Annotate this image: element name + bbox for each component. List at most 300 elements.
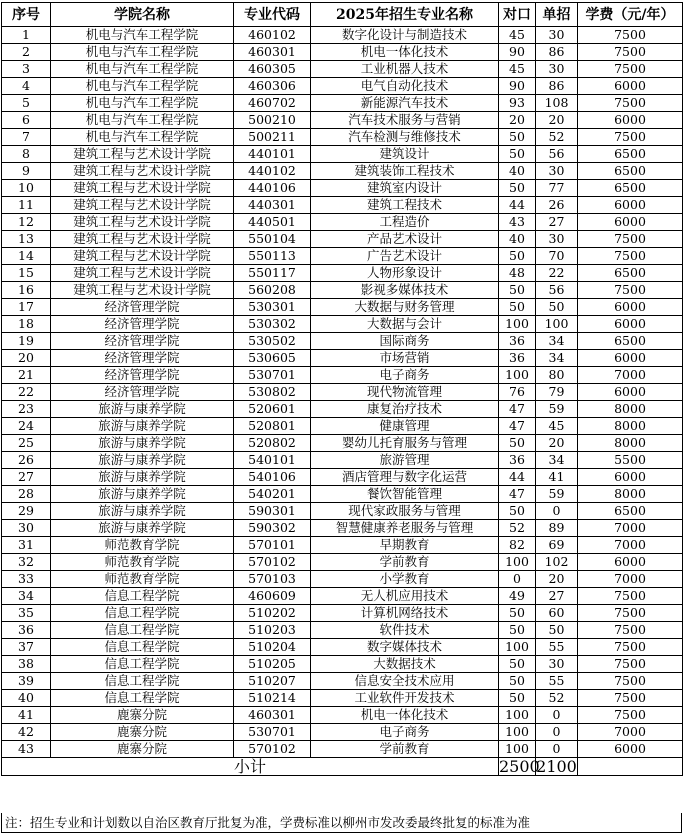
- row-index: 25: [2, 435, 51, 452]
- duikou-count: 45: [499, 27, 536, 44]
- major-name: 健康管理: [311, 418, 499, 435]
- table-row: [2, 95, 683, 112]
- duikou-count: 52: [499, 520, 536, 537]
- row-index: 15: [2, 265, 51, 282]
- tuition: 6500: [578, 163, 683, 180]
- college-name: 师范教育学院: [51, 571, 234, 588]
- table-row: [2, 316, 683, 333]
- major-name: 大数据技术: [311, 656, 499, 673]
- table-row: [2, 78, 683, 95]
- table-row: [2, 333, 683, 350]
- major-name: 早期教育: [311, 537, 499, 554]
- header-tuition: 学费（元/年）: [578, 3, 683, 27]
- major-code: 460102: [234, 27, 311, 44]
- college-name: 鹿寨分院: [51, 707, 234, 724]
- major-code: 550113: [234, 248, 311, 265]
- tuition: 6000: [578, 316, 683, 333]
- danzhao-count: 34: [536, 350, 578, 367]
- major-code: 460609: [234, 588, 311, 605]
- row-index: 23: [2, 401, 51, 418]
- major-code: 570103: [234, 571, 311, 588]
- header-major-name: 2025年招生专业名称: [311, 3, 499, 27]
- tuition: 7500: [578, 44, 683, 61]
- danzhao-count: 108: [536, 95, 578, 112]
- table-row: [2, 282, 683, 299]
- major-name: 建筑室内设计: [311, 180, 499, 197]
- major-name: 影视多媒体技术: [311, 282, 499, 299]
- header-danzhao: 单招: [536, 3, 578, 27]
- tuition: 6000: [578, 741, 683, 758]
- major-code: 510203: [234, 622, 311, 639]
- row-index: 20: [2, 350, 51, 367]
- major-name: 酒店管理与数字化运营: [311, 469, 499, 486]
- college-name: 建筑工程与艺术设计学院: [51, 146, 234, 163]
- row-index: 35: [2, 605, 51, 622]
- major-name: 学前教育: [311, 554, 499, 571]
- college-name: 机电与汽车工程学院: [51, 61, 234, 78]
- danzhao-count: 26: [536, 197, 578, 214]
- row-index: 24: [2, 418, 51, 435]
- duikou-count: 36: [499, 333, 536, 350]
- college-name: 鹿寨分院: [51, 741, 234, 758]
- major-name: 无人机应用技术: [311, 588, 499, 605]
- college-name: 信息工程学院: [51, 639, 234, 656]
- table-row: [2, 27, 683, 44]
- danzhao-count: 20: [536, 571, 578, 588]
- table-row: [2, 571, 683, 588]
- college-name: 经济管理学院: [51, 367, 234, 384]
- college-name: 旅游与康养学院: [51, 486, 234, 503]
- danzhao-count: 41: [536, 469, 578, 486]
- major-code: 520801: [234, 418, 311, 435]
- danzhao-count: 80: [536, 367, 578, 384]
- danzhao-count: 59: [536, 486, 578, 503]
- tuition: 6000: [578, 112, 683, 129]
- duikou-count: 40: [499, 163, 536, 180]
- tuition: 7500: [578, 27, 683, 44]
- row-index: 38: [2, 656, 51, 673]
- row-index: 28: [2, 486, 51, 503]
- major-name: 汽车检测与维修技术: [311, 129, 499, 146]
- total-tuition-empty: [578, 758, 683, 776]
- major-code: 530302: [234, 316, 311, 333]
- duikou-count: 50: [499, 503, 536, 520]
- college-name: 建筑工程与艺术设计学院: [51, 231, 234, 248]
- duikou-count: 100: [499, 367, 536, 384]
- table-row: [2, 469, 683, 486]
- college-name: 鹿寨分院: [51, 724, 234, 741]
- danzhao-count: 79: [536, 384, 578, 401]
- duikou-count: 50: [499, 129, 536, 146]
- duikou-count: 50: [499, 282, 536, 299]
- major-name: 数字媒体技术: [311, 639, 499, 656]
- major-code: 550117: [234, 265, 311, 282]
- major-code: 560208: [234, 282, 311, 299]
- major-name: 建筑装饰工程技术: [311, 163, 499, 180]
- duikou-count: 100: [499, 316, 536, 333]
- header-duikou: 对口: [499, 3, 536, 27]
- table-row: [2, 299, 683, 316]
- major-name: 电气自动化技术: [311, 78, 499, 95]
- duikou-count: 100: [499, 724, 536, 741]
- duikou-count: 44: [499, 197, 536, 214]
- row-index: 39: [2, 673, 51, 690]
- major-code: 520802: [234, 435, 311, 452]
- danzhao-count: 89: [536, 520, 578, 537]
- danzhao-count: 45: [536, 418, 578, 435]
- major-name: 大数据与会计: [311, 316, 499, 333]
- college-name: 师范教育学院: [51, 554, 234, 571]
- major-code: 520601: [234, 401, 311, 418]
- table-row: [2, 639, 683, 656]
- table-row: [2, 231, 683, 248]
- tuition: 7500: [578, 656, 683, 673]
- duikou-count: 50: [499, 146, 536, 163]
- major-name: 工业机器人技术: [311, 61, 499, 78]
- tuition: 5500: [578, 452, 683, 469]
- danzhao-count: 69: [536, 537, 578, 554]
- college-name: 信息工程学院: [51, 622, 234, 639]
- major-name: 汽车技术服务与营销: [311, 112, 499, 129]
- tuition: 6000: [578, 469, 683, 486]
- table-row: [2, 214, 683, 231]
- danzhao-count: 30: [536, 61, 578, 78]
- table-row: [2, 554, 683, 571]
- danzhao-count: 27: [536, 588, 578, 605]
- major-name: 小学教育: [311, 571, 499, 588]
- row-index: 1: [2, 27, 51, 44]
- danzhao-count: 22: [536, 265, 578, 282]
- table-row: [2, 741, 683, 758]
- row-index: 32: [2, 554, 51, 571]
- tuition: 6500: [578, 333, 683, 350]
- tuition: 7500: [578, 707, 683, 724]
- duikou-count: 36: [499, 350, 536, 367]
- major-code: 460305: [234, 61, 311, 78]
- tuition: 6500: [578, 265, 683, 282]
- duikou-count: 90: [499, 44, 536, 61]
- duikou-count: 0: [499, 571, 536, 588]
- college-name: 经济管理学院: [51, 333, 234, 350]
- table-row: [2, 180, 683, 197]
- tuition: 6000: [578, 197, 683, 214]
- major-code: 500211: [234, 129, 311, 146]
- major-name: 新能源汽车技术: [311, 95, 499, 112]
- danzhao-count: 52: [536, 129, 578, 146]
- danzhao-count: 30: [536, 231, 578, 248]
- duikou-count: 47: [499, 418, 536, 435]
- major-name: 电子商务: [311, 367, 499, 384]
- major-code: 530701: [234, 724, 311, 741]
- major-code: 530605: [234, 350, 311, 367]
- table-row: [2, 605, 683, 622]
- row-index: 8: [2, 146, 51, 163]
- danzhao-count: 55: [536, 639, 578, 656]
- row-index: 16: [2, 282, 51, 299]
- table-row: [2, 452, 683, 469]
- tuition: 8000: [578, 401, 683, 418]
- table-row: [2, 61, 683, 78]
- duikou-count: 44: [499, 469, 536, 486]
- table-row: [2, 707, 683, 724]
- major-code: 530802: [234, 384, 311, 401]
- danzhao-count: 20: [536, 435, 578, 452]
- major-name: 广告艺术设计: [311, 248, 499, 265]
- tuition: 6000: [578, 299, 683, 316]
- row-index: 7: [2, 129, 51, 146]
- row-index: 43: [2, 741, 51, 758]
- total-danzhao: 2100: [536, 756, 577, 776]
- major-name: 大数据与财务管理: [311, 299, 499, 316]
- tuition: 6500: [578, 503, 683, 520]
- row-index: 6: [2, 112, 51, 129]
- college-name: 机电与汽车工程学院: [51, 95, 234, 112]
- tuition: 7500: [578, 622, 683, 639]
- table-row: [2, 656, 683, 673]
- table-row: [2, 690, 683, 707]
- table-row: [2, 129, 683, 146]
- tuition: 7500: [578, 231, 683, 248]
- table-row: [2, 588, 683, 605]
- major-code: 440101: [234, 146, 311, 163]
- table-row: [2, 673, 683, 690]
- duikou-count: 93: [499, 95, 536, 112]
- college-name: 建筑工程与艺术设计学院: [51, 163, 234, 180]
- tuition: 7000: [578, 724, 683, 741]
- duikou-count: 45: [499, 61, 536, 78]
- college-name: 机电与汽车工程学院: [51, 112, 234, 129]
- row-index: 33: [2, 571, 51, 588]
- tuition: 7000: [578, 571, 683, 588]
- danzhao-count: 0: [536, 724, 578, 741]
- row-index: 2: [2, 44, 51, 61]
- major-code: 540201: [234, 486, 311, 503]
- college-name: 建筑工程与艺术设计学院: [51, 214, 234, 231]
- college-name: 信息工程学院: [51, 673, 234, 690]
- major-name: 市场营销: [311, 350, 499, 367]
- table-row: [2, 435, 683, 452]
- danzhao-count: 52: [536, 690, 578, 707]
- major-code: 500210: [234, 112, 311, 129]
- major-code: 510205: [234, 656, 311, 673]
- duikou-count: 50: [499, 180, 536, 197]
- duikou-count: 100: [499, 554, 536, 571]
- row-index: 29: [2, 503, 51, 520]
- major-name: 现代物流管理: [311, 384, 499, 401]
- danzhao-count: 56: [536, 282, 578, 299]
- major-code: 460306: [234, 78, 311, 95]
- row-index: 9: [2, 163, 51, 180]
- row-index: 42: [2, 724, 51, 741]
- danzhao-count: 34: [536, 333, 578, 350]
- college-name: 旅游与康养学院: [51, 418, 234, 435]
- header-row: [2, 3, 683, 27]
- row-index: 12: [2, 214, 51, 231]
- major-name: 人物形象设计: [311, 265, 499, 282]
- danzhao-count: 86: [536, 44, 578, 61]
- major-code: 460702: [234, 95, 311, 112]
- table-row: [2, 384, 683, 401]
- duikou-count: 50: [499, 248, 536, 265]
- total-row: [2, 758, 683, 776]
- danzhao-count: 56: [536, 146, 578, 163]
- major-code: 510207: [234, 673, 311, 690]
- row-index: 11: [2, 197, 51, 214]
- row-index: 31: [2, 537, 51, 554]
- duikou-count: 100: [499, 707, 536, 724]
- college-name: 旅游与康养学院: [51, 503, 234, 520]
- major-name: 工程造价: [311, 214, 499, 231]
- danzhao-count: 50: [536, 622, 578, 639]
- danzhao-count: 0: [536, 741, 578, 758]
- header-college: 学院名称: [51, 3, 234, 27]
- college-name: 旅游与康养学院: [51, 401, 234, 418]
- danzhao-count: 34: [536, 452, 578, 469]
- table-body: [2, 27, 683, 758]
- college-name: 旅游与康养学院: [51, 520, 234, 537]
- major-code: 570101: [234, 537, 311, 554]
- danzhao-count: 77: [536, 180, 578, 197]
- row-index: 37: [2, 639, 51, 656]
- row-index: 40: [2, 690, 51, 707]
- major-name: 电子商务: [311, 724, 499, 741]
- major-name: 机电一体化技术: [311, 707, 499, 724]
- tuition: 7500: [578, 588, 683, 605]
- major-name: 数字化设计与制造技术: [311, 27, 499, 44]
- duikou-count: 47: [499, 486, 536, 503]
- tuition: 7500: [578, 673, 683, 690]
- major-name: 智慧健康养老服务与管理: [311, 520, 499, 537]
- major-code: 530701: [234, 367, 311, 384]
- row-index: 27: [2, 469, 51, 486]
- college-name: 建筑工程与艺术设计学院: [51, 282, 234, 299]
- tuition: 7000: [578, 537, 683, 554]
- tuition: 7500: [578, 129, 683, 146]
- table-row: [2, 248, 683, 265]
- major-name: 建筑设计: [311, 146, 499, 163]
- tuition: 7500: [578, 690, 683, 707]
- table-row: [2, 520, 683, 537]
- table-row: [2, 503, 683, 520]
- college-name: 信息工程学院: [51, 656, 234, 673]
- row-index: 41: [2, 707, 51, 724]
- tuition: 7000: [578, 367, 683, 384]
- duikou-count: 50: [499, 605, 536, 622]
- major-name: 信息安全技术应用: [311, 673, 499, 690]
- footnote: 注：招生专业和计划数以自治区教育厅批复为准，学费标准以柳州市发改委最终批复的标准为准: [1, 813, 682, 833]
- duikou-count: 90: [499, 78, 536, 95]
- college-name: 建筑工程与艺术设计学院: [51, 265, 234, 282]
- college-name: 旅游与康养学院: [51, 435, 234, 452]
- table-row: [2, 44, 683, 61]
- major-code: 460301: [234, 707, 311, 724]
- row-index: 19: [2, 333, 51, 350]
- college-name: 建筑工程与艺术设计学院: [51, 180, 234, 197]
- college-name: 师范教育学院: [51, 537, 234, 554]
- row-index: 21: [2, 367, 51, 384]
- major-code: 510202: [234, 605, 311, 622]
- tuition: 6000: [578, 78, 683, 95]
- danzhao-count: 30: [536, 27, 578, 44]
- major-name: 旅游管理: [311, 452, 499, 469]
- college-name: 机电与汽车工程学院: [51, 78, 234, 95]
- major-code: 440102: [234, 163, 311, 180]
- college-name: 经济管理学院: [51, 316, 234, 333]
- tuition: 8000: [578, 486, 683, 503]
- danzhao-count: 59: [536, 401, 578, 418]
- major-code: 570102: [234, 741, 311, 758]
- danzhao-count: 60: [536, 605, 578, 622]
- tuition: 6500: [578, 180, 683, 197]
- table-row: [2, 163, 683, 180]
- danzhao-count: 27: [536, 214, 578, 231]
- duikou-count: 50: [499, 435, 536, 452]
- major-code: 440501: [234, 214, 311, 231]
- tuition: 7500: [578, 639, 683, 656]
- row-index: 10: [2, 180, 51, 197]
- major-code: 550104: [234, 231, 311, 248]
- row-index: 36: [2, 622, 51, 639]
- row-index: 26: [2, 452, 51, 469]
- duikou-count: 40: [499, 231, 536, 248]
- major-code: 510204: [234, 639, 311, 656]
- danzhao-count: 100: [536, 316, 578, 333]
- college-name: 机电与汽车工程学院: [51, 27, 234, 44]
- table-row: [2, 622, 683, 639]
- total-label: 小计: [2, 758, 499, 776]
- row-index: 14: [2, 248, 51, 265]
- row-index: 13: [2, 231, 51, 248]
- table-row: [2, 367, 683, 384]
- tuition: 8000: [578, 435, 683, 452]
- college-name: 旅游与康养学院: [51, 469, 234, 486]
- tuition: 7500: [578, 95, 683, 112]
- major-name: 建筑工程技术: [311, 197, 499, 214]
- duikou-count: 20: [499, 112, 536, 129]
- college-name: 信息工程学院: [51, 605, 234, 622]
- row-index: 30: [2, 520, 51, 537]
- table-row: [2, 265, 683, 282]
- duikou-count: 50: [499, 656, 536, 673]
- college-name: 机电与汽车工程学院: [51, 129, 234, 146]
- duikou-count: 48: [499, 265, 536, 282]
- tuition: 7000: [578, 520, 683, 537]
- major-name: 软件技术: [311, 622, 499, 639]
- major-code: 440301: [234, 197, 311, 214]
- major-name: 计算机网络技术: [311, 605, 499, 622]
- tuition: 6000: [578, 384, 683, 401]
- tuition: 8000: [578, 418, 683, 435]
- table-row: [2, 112, 683, 129]
- danzhao-count: 0: [536, 503, 578, 520]
- college-name: 旅游与康养学院: [51, 452, 234, 469]
- tuition: 7500: [578, 61, 683, 78]
- college-name: 信息工程学院: [51, 690, 234, 707]
- major-code: 510214: [234, 690, 311, 707]
- duikou-count: 76: [499, 384, 536, 401]
- major-code: 540106: [234, 469, 311, 486]
- duikou-count: 43: [499, 214, 536, 231]
- tuition: 6500: [578, 146, 683, 163]
- header-index: 序号: [2, 3, 51, 27]
- danzhao-count: 0: [536, 707, 578, 724]
- table-row: [2, 724, 683, 741]
- major-code: 530502: [234, 333, 311, 350]
- college-name: 经济管理学院: [51, 299, 234, 316]
- table-row: [2, 197, 683, 214]
- college-name: 建筑工程与艺术设计学院: [51, 248, 234, 265]
- duikou-count: 82: [499, 537, 536, 554]
